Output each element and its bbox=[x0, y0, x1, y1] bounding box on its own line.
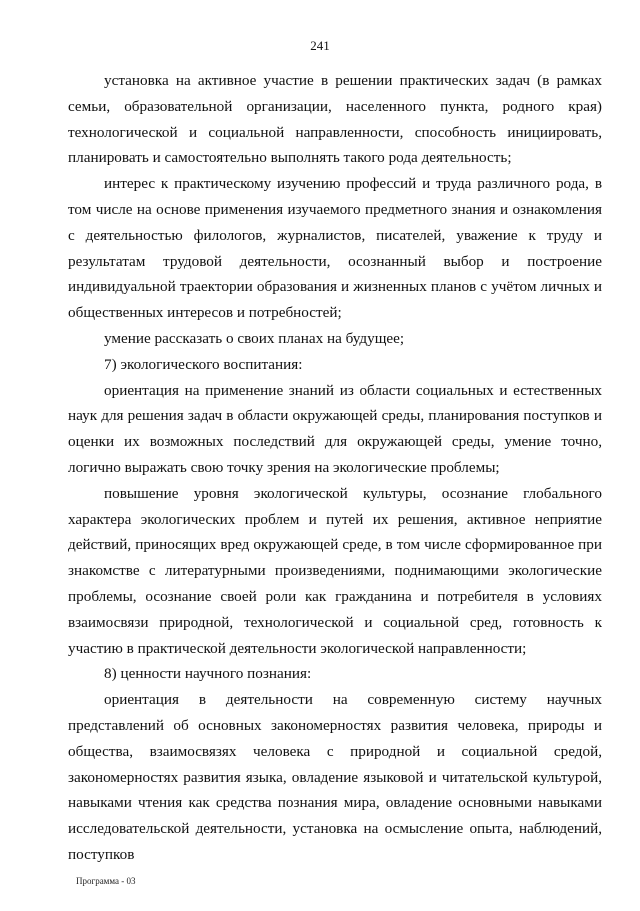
page-number: 241 bbox=[310, 38, 330, 53]
paragraph-labor-participation: установка на активное участие в решении практических задач (в рамках семьи, образовательной организации, населенного пункта, родного края) технологической и социальной направленности, способность инициировать, планировать и самостоятельно выполнять такого рода деятельность; bbox=[68, 72, 602, 167]
paragraph-profession-interest: интерес к практическому изучению профессий и труда различного рода, в том числе на основе применения изучаемого предметного знания и ознакомления с деятельностью филологов, журналистов, писателей, уважение к труду и результатам трудовой деятельности, осознанный выбор и построение индивидуальной траектории образования и жизненных планов с учётом личных и общественных интересов и потребностей; bbox=[68, 175, 602, 322]
footer-program-label: Программа - 03 bbox=[76, 876, 136, 886]
paragraph-ecological-knowledge: ориентация на применение знаний из области социальных и естественных наук для решения задач в области окружающей среды, планирования поступков и оценки их возможных последствий для окружающей среды, умение точно, логично выражать свою точку зрения на экологические проблемы; bbox=[68, 381, 602, 476]
paragraph-scientific-orientation: ориентация в деятельности на современную систему научных представлений об основных закономерностях развития человека, природы и общества, взаимосвязях человека с природной и социальной средой, закономерностях развития языка, овладение языковой и читательской культурой, навыками чтения как средства познания мира, овладение основными навыками исследовательской деятельности, установка на осмысление опыта, наблюдений, поступков bbox=[68, 691, 602, 863]
section-heading-scientific: 8) ценности научного познания: bbox=[104, 665, 312, 683]
document-body bbox=[68, 68, 602, 868]
section-heading-ecological: 7) экологического воспитания: bbox=[104, 355, 303, 373]
paragraph-future-plans: умение рассказать о своих планах на будущее; bbox=[104, 329, 405, 347]
paragraph-ecological-culture: повышение уровня экологической культуры, осознание глобального характера экологических проблем и путей их решения, активное неприятие действий, приносящих вред окружающей среде, в том числе сформированное при знакомстве с литературными произведениями, поднимающими экологические проблемы, осознание своей роли как гражданина и потребителя в условиях взаимосвязи природной, технологической и социальной сред, готовность к участию в практической деятельности экологической направленности; bbox=[68, 484, 602, 657]
